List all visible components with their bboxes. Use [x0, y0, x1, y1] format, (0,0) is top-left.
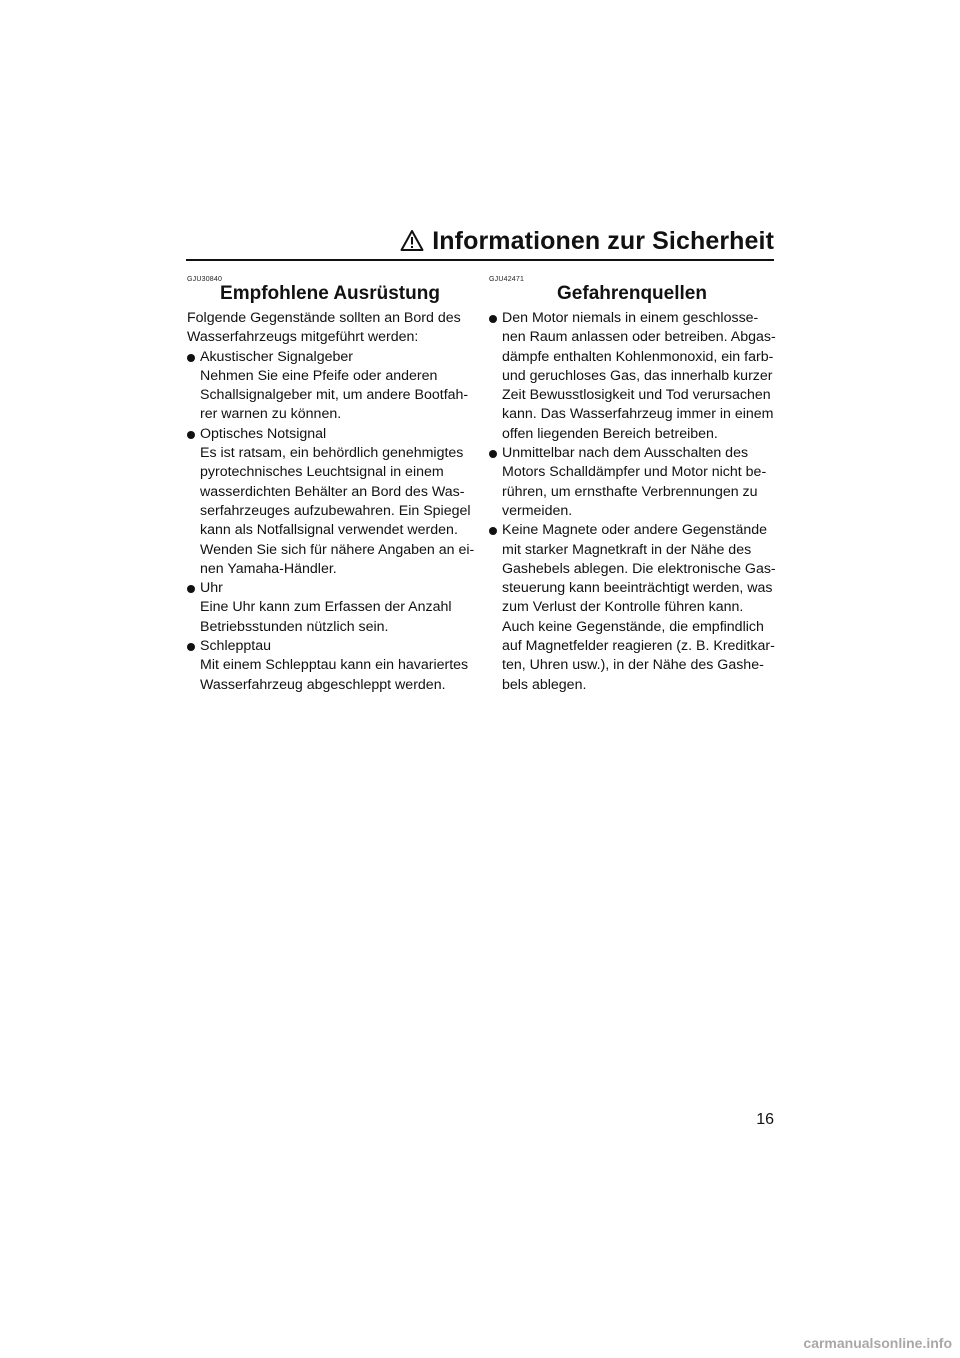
item-text-line: steuerung kann beeinträchtigt werden, was: [502, 580, 773, 597]
bullet-icon: [489, 527, 497, 535]
bullet-icon: [489, 450, 497, 458]
warning-triangle-icon: [400, 229, 424, 253]
page-header: [186, 226, 774, 256]
list-item: [187, 579, 473, 637]
item-heading: Uhr: [200, 580, 223, 597]
item-text-line: rühren, um ernsthafte Verbrennungen zu: [502, 483, 758, 500]
item-text-line: Mit einem Schlepptau kann ein havariertes: [200, 657, 469, 674]
item-text-line: kann als Notfallsignal verwendet werden.: [200, 522, 458, 539]
list-item: [187, 348, 473, 425]
intro-line: Folgende Gegenstände sollten an Bord des: [187, 310, 461, 326]
item-text-line: Zeit Bewusstlosigkeit und Tod verursachen: [502, 387, 771, 404]
item-text-line: nen Yamaha-Händler.: [200, 560, 337, 577]
item-text-line: bels ablegen.: [502, 676, 587, 693]
item-text-line: rer warnen zu können.: [200, 406, 342, 423]
section-hazards: [489, 275, 775, 695]
item-text-line: Unmittelbar nach dem Ausschalten des: [502, 445, 749, 462]
bullet-icon: [187, 431, 195, 439]
item-heading: Schlepptau: [200, 638, 271, 655]
item-text-line: serfahrzeuges aufzubewahren. Ein Spiegel: [200, 502, 471, 519]
item-text-line: Den Motor niemals in einem geschlosse-: [502, 310, 759, 326]
item-heading: Optisches Notsignal: [200, 425, 327, 442]
page-title: Informationen zur Sicherheit: [432, 227, 774, 255]
item-text-line: und geruchloses Gas, das innerhalb kurzer: [502, 367, 773, 384]
list-item: [187, 637, 473, 695]
item-text-line: Wasserfahrzeug abgeschleppt werden.: [200, 676, 446, 693]
item-text-line: kann. Das Wasserfahrzeug immer in einem: [502, 406, 774, 423]
item-text-line: offen liegenden Bereich betreiben.: [502, 425, 718, 442]
item-text-line: Gashebels ablegen. Die elektronische Gas-: [502, 560, 776, 577]
page-number: 16: [756, 1111, 774, 1128]
list-item: [489, 521, 775, 695]
intro-line: Wasserfahrzeugs mitgeführt werden:: [187, 329, 419, 346]
section-title: Gefahrenquellen: [557, 283, 707, 304]
section-title: Empfohlene Ausrüstung: [220, 283, 440, 304]
item-text-line: Motors Schalldämpfer und Motor nicht be-: [502, 464, 767, 481]
section-code: GJU30840: [187, 276, 223, 283]
item-text-line: nen Raum anlassen oder betreiben. Abgas-: [502, 329, 776, 346]
list-item: [489, 309, 775, 444]
item-text-line: Es ist ratsam, ein behördlich genehmigtes: [200, 445, 464, 462]
item-text-line: mit starker Magnetkraft in der Nähe des: [502, 541, 752, 558]
item-text-line: vermeiden.: [502, 502, 573, 519]
item-text-line: pyrotechnisches Leuchtsignal in einem: [200, 464, 444, 481]
item-text-line: dämpfe enthalten Kohlenmonoxid, ein farb-: [502, 348, 774, 365]
list-item: [489, 444, 775, 521]
item-text-line: ten, Uhren usw.), in der Nähe des Gashe-: [502, 657, 764, 674]
item-text-line: Wenden Sie sich für nähere Angaben an ei-: [200, 541, 475, 558]
item-heading: Akustischer Signalgeber: [200, 348, 353, 365]
item-text-line: Nehmen Sie eine Pfeife oder anderen: [200, 367, 438, 384]
item-text-line: wasserdichten Behälter an Bord des Was-: [200, 483, 465, 500]
bullet-icon: [187, 643, 195, 651]
watermark: carmanualsonline.info: [803, 1335, 952, 1351]
item-text-line: Auch keine Gegenstände, die empfindlich: [502, 618, 764, 635]
item-text-line: Betriebsstunden nützlich sein.: [200, 618, 389, 635]
bullet-icon: [187, 354, 195, 362]
list-item: [187, 425, 473, 579]
item-text-line: Eine Uhr kann zum Erfassen der Anzahl: [200, 599, 452, 616]
bullet-icon: [489, 315, 497, 323]
item-text-line: zum Verlust der Kontrolle führen kann.: [502, 599, 744, 616]
bullet-icon: [187, 585, 195, 593]
item-text-line: Schallsignalgeber mit, um andere Bootfah-: [200, 387, 469, 404]
item-text-line: Keine Magnete oder andere Gegenstände: [502, 522, 768, 539]
section-code: GJU42471: [489, 276, 525, 283]
item-text-line: auf Magnetfelder reagieren (z. B. Kreditkar-: [502, 638, 775, 655]
header-divider: [186, 259, 774, 261]
section-recommended-equipment: [187, 275, 473, 695]
